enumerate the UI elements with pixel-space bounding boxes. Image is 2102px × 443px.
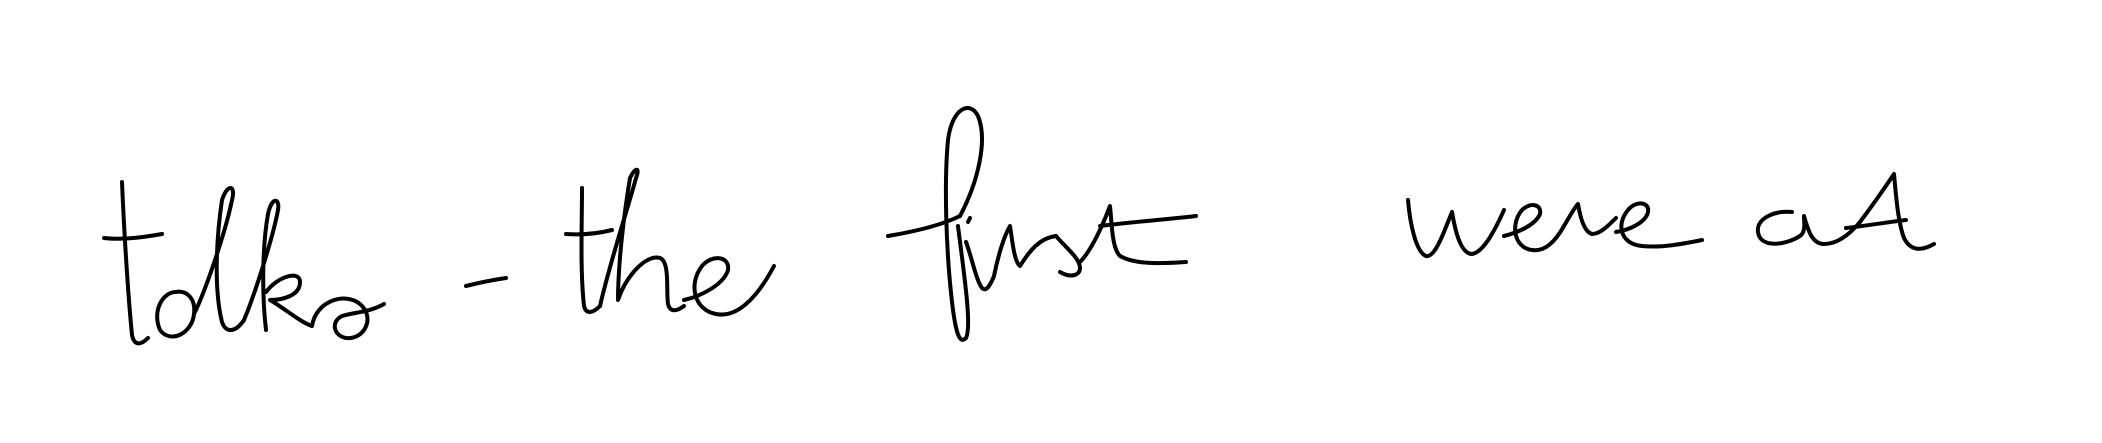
word-at — [1758, 174, 1934, 249]
word-tolko — [104, 182, 384, 343]
word-the — [566, 170, 774, 315]
word-were — [1408, 200, 1702, 256]
word-dash — [466, 278, 506, 286]
word-first — [888, 108, 1196, 340]
